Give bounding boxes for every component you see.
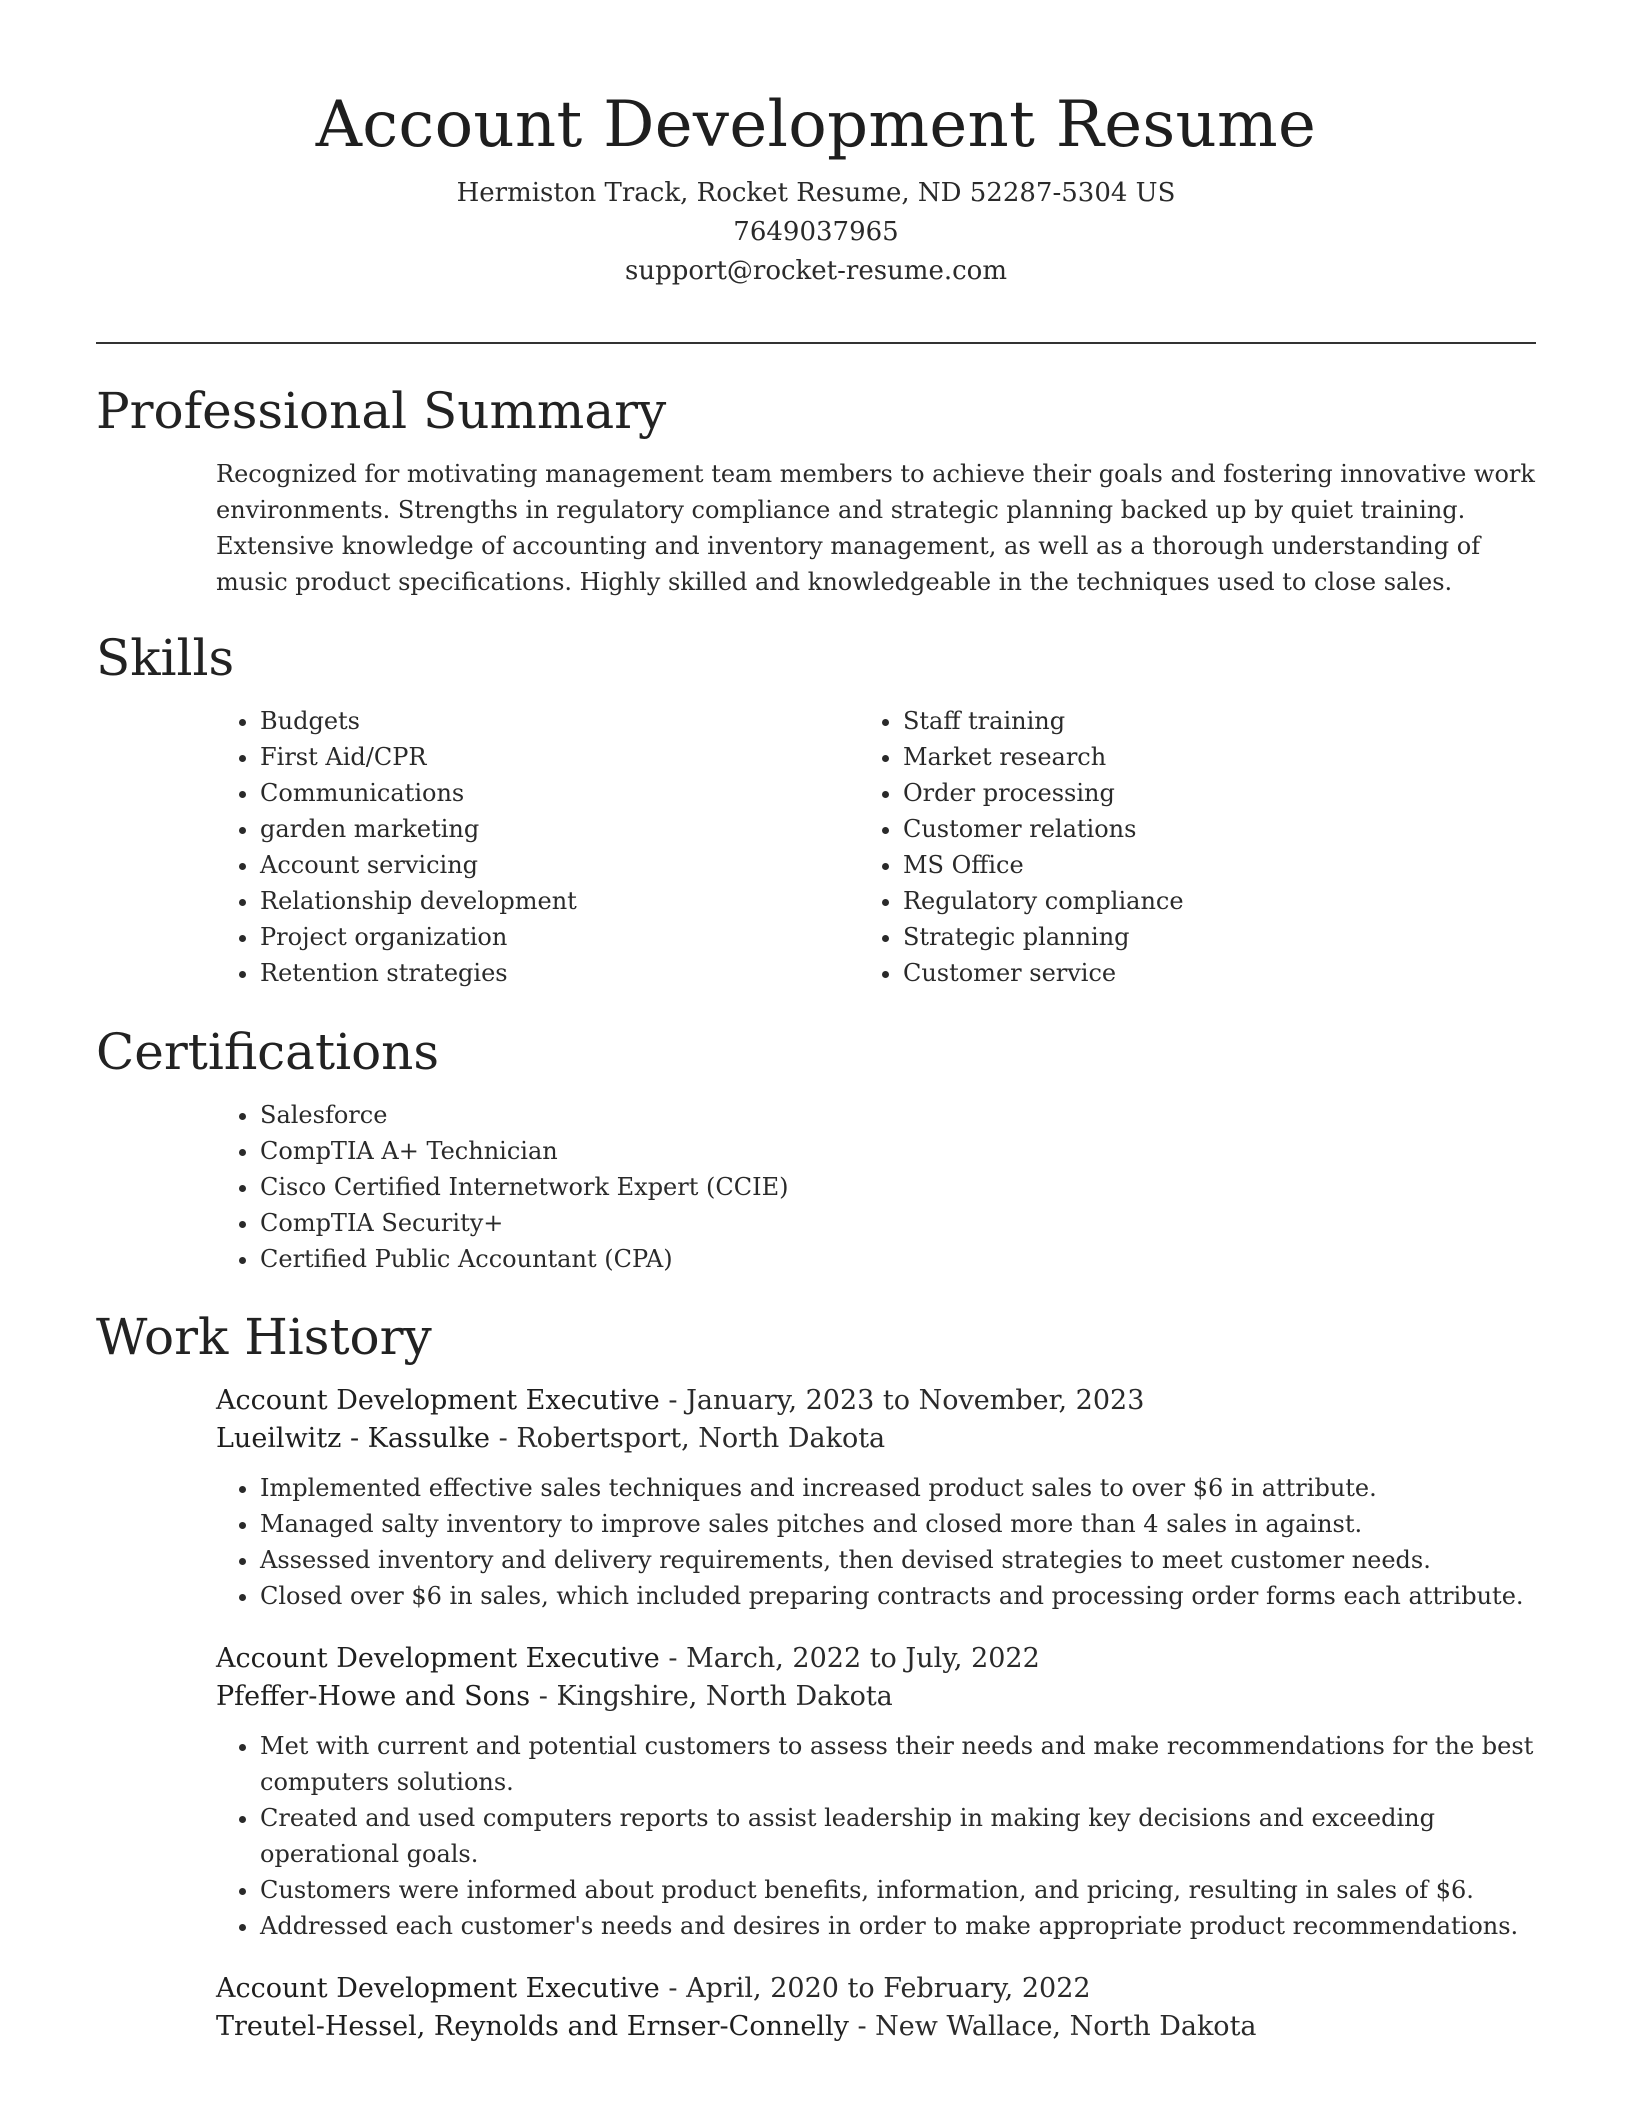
job-company-line [216, 1420, 1536, 1458]
job-title-line [216, 1382, 1536, 1420]
list-item: • CompTIA A+ Technician [260, 1133, 1536, 1169]
list-item: • Market research [903, 739, 1536, 775]
list-item: • Customers were informed about product benefits, information, and pricing, resulting in sales of $6. [260, 1872, 1536, 1908]
job-bullets [216, 1470, 1536, 1614]
list-item: • Customer service [903, 955, 1536, 991]
list-item: • MS Office [903, 847, 1536, 883]
list-item: • CompTIA Security+ [260, 1205, 1536, 1241]
list-item: • Assessed inventory and delivery requirements, then devised strategies to meet customer needs. [260, 1542, 1536, 1578]
list-item: • Project organization [260, 919, 903, 955]
list-item: • Budgets [260, 703, 903, 739]
list-item: • Communications [260, 775, 903, 811]
list-item: • Certified Public Accountant (CPA) [260, 1241, 1536, 1277]
job-title: Account Development Executive [216, 1973, 660, 2004]
job-location: - Kingshire, North Dakota [530, 1681, 893, 1712]
list-item: • Addressed each customer's needs and desires in order to make appropriate product recommendations. [260, 1908, 1536, 1944]
certifications-section [96, 1021, 1536, 1277]
list-item: • Staff training [903, 703, 1536, 739]
contact-email: support@rocket-resume.com [624, 256, 1007, 286]
job-title: Account Development Executive [216, 1643, 660, 1674]
list-item: • Order processing [903, 775, 1536, 811]
job-dates: - March, 2022 to July, 2022 [659, 1643, 1040, 1674]
header-divider [96, 342, 1536, 344]
summary-heading: Professional Summary [96, 382, 667, 440]
list-item: • Cisco Certified Internetwork Expert (CCIE) [260, 1169, 1536, 1205]
work-history-heading: Work History [96, 1308, 432, 1366]
list-item: • Managed salty inventory to improve sales pitches and closed more than 4 sales in against. [260, 1506, 1536, 1542]
job-dates: - April, 2020 to February, 2022 [659, 1973, 1091, 2004]
certifications-heading: Certifications [96, 1023, 440, 1081]
job-company: Pfeffer-Howe and Sons [216, 1681, 531, 1712]
skills-section [96, 627, 1536, 991]
job-company: Treutel-Hessel, Reynolds and Ernser-Connelly [216, 2011, 849, 2042]
list-item: • Implemented effective sales techniques and increased product sales to over $6 in attribute. [260, 1470, 1536, 1506]
list-item: • Retention strategies [260, 955, 903, 991]
summary-text: Recognized for motivating management team members to achieve their goals and fostering innovative work environments. Strengths in regulatory compliance and strategic planning backed up by quiet training. Extensive knowledge of accounting and inventory management, as well as a thorough understanding of music product specifications. Highly skilled and knowledgeable in the techniques used to close sales. [216, 460, 1535, 596]
job-bullets [216, 1728, 1536, 1944]
skills-right-list [739, 703, 1536, 991]
list-item: • Relationship development [260, 883, 903, 919]
skills-columns [96, 703, 1536, 991]
list-item: • Strategic planning [903, 919, 1536, 955]
resume-title: Account Development Resume [315, 88, 1317, 162]
job-entry [216, 1382, 1536, 1614]
job-entry [216, 1970, 1536, 2046]
job-dates: - January, 2023 to November, 2023 [659, 1385, 1145, 1416]
list-item: • Regulatory compliance [903, 883, 1536, 919]
job-company: Lueilwitz - Kassulke [216, 1423, 491, 1454]
list-item: • Account servicing [260, 847, 903, 883]
contact-address: Hermiston Track, Rocket Resume, ND 52287-5304 US [456, 178, 1176, 208]
list-item: • Closed over $6 in sales, which included preparing contracts and processing order forms each attribute. [260, 1578, 1536, 1614]
list-item: • First Aid/CPR [260, 739, 903, 775]
job-company-line [216, 1678, 1536, 1716]
job-title-line [216, 1970, 1536, 2008]
job-location: - Robertsport, North Dakota [490, 1423, 886, 1454]
list-item: • Met with current and potential customers to assess their needs and make recommendations for the best computers solutions. [260, 1728, 1536, 1800]
job-location: - New Wallace, North Dakota [848, 2011, 1257, 2042]
work-history-section [96, 1306, 1536, 2046]
job-title: Account Development Executive [216, 1385, 660, 1416]
certifications-list [96, 1097, 1536, 1277]
list-item: • garden marketing [260, 811, 903, 847]
job-entry [216, 1640, 1536, 1944]
skills-heading: Skills [96, 629, 235, 687]
job-title-line [216, 1640, 1536, 1678]
job-company-line [216, 2008, 1536, 2046]
summary-section [96, 380, 1536, 600]
resume-header [0, 0, 1632, 291]
list-item: • Salesforce [260, 1097, 1536, 1133]
contact-phone: 7649037965 [733, 217, 899, 247]
list-item: • Created and used computers reports to assist leadership in making key decisions and exceeding operational goals. [260, 1800, 1536, 1872]
list-item: • Customer relations [903, 811, 1536, 847]
